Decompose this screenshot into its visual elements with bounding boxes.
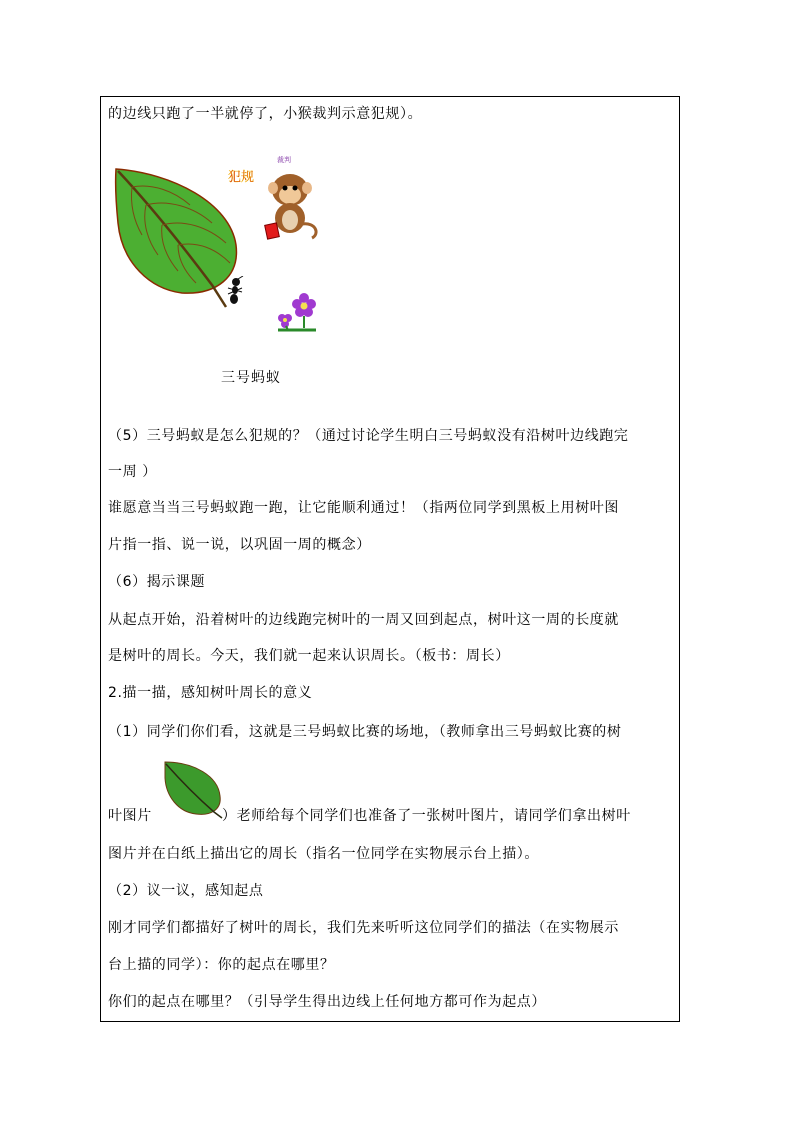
figure-caption: 三号蚂蚁 [221, 370, 281, 386]
flower-icon [276, 290, 318, 332]
text-line: （5）三号蚂蚁是怎么犯规的？（通过讨论学生明白三号蚂蚁没有沿树叶边线跑完 [108, 428, 629, 444]
monkey-referee-icon [228, 150, 323, 245]
text-line: 叶图片 [108, 808, 152, 824]
text-line: 片指一指、说一说，以巩固一周的概念） [108, 537, 371, 553]
text-line: 2.描一描，感知树叶周长的意义 [108, 685, 313, 701]
text-line: （2）议一议，感知起点 [108, 883, 264, 899]
ant-icon [224, 276, 246, 306]
text-line: 台上描的同学）：你的起点在哪里？ [108, 957, 335, 973]
text-line: ）老师给每个同学们也准备了一张树叶图片，请同学们拿出树叶 [222, 808, 631, 824]
text-line: 谁愿意当当三号蚂蚁跑一跑，让它能顺利通过！（指两位同学到黑板上用树叶图 [108, 500, 619, 516]
foul-label: 犯规 [228, 170, 255, 185]
leaf-illustration [112, 165, 240, 310]
text-line: 刚才同学们都描好了树叶的周长，我们先来听听这位同学们的描法（在实物展示 [108, 920, 619, 936]
text-line: （1）同学们你们看，这就是三号蚂蚁比赛的场地，（教师拿出三号蚂蚁比赛的树 [108, 724, 622, 740]
text-line: 的边线只跑了一半就停了，小猴裁判示意犯规）。 [108, 106, 423, 122]
text-line: （6）揭示课题 [108, 574, 206, 590]
text-line: 是树叶的周长。今天，我们就一起来认识周长。（板书：周长） [108, 648, 510, 664]
text-line: 图片并在白纸上描出它的周长（指名一位同学在实物展示台上描）。 [108, 846, 539, 862]
text-line: 你们的起点在哪里？（引导学生得出边线上任何地方都可作为起点） [108, 994, 546, 1010]
text-line: 一周 ） [108, 464, 157, 480]
text-line: 从起点开始，沿着树叶的边线跑完树叶的一周又回到起点，树叶这一周的长度就 [108, 612, 619, 628]
small-leaf-icon [162, 758, 224, 820]
referee-label: 裁判 [277, 156, 291, 164]
